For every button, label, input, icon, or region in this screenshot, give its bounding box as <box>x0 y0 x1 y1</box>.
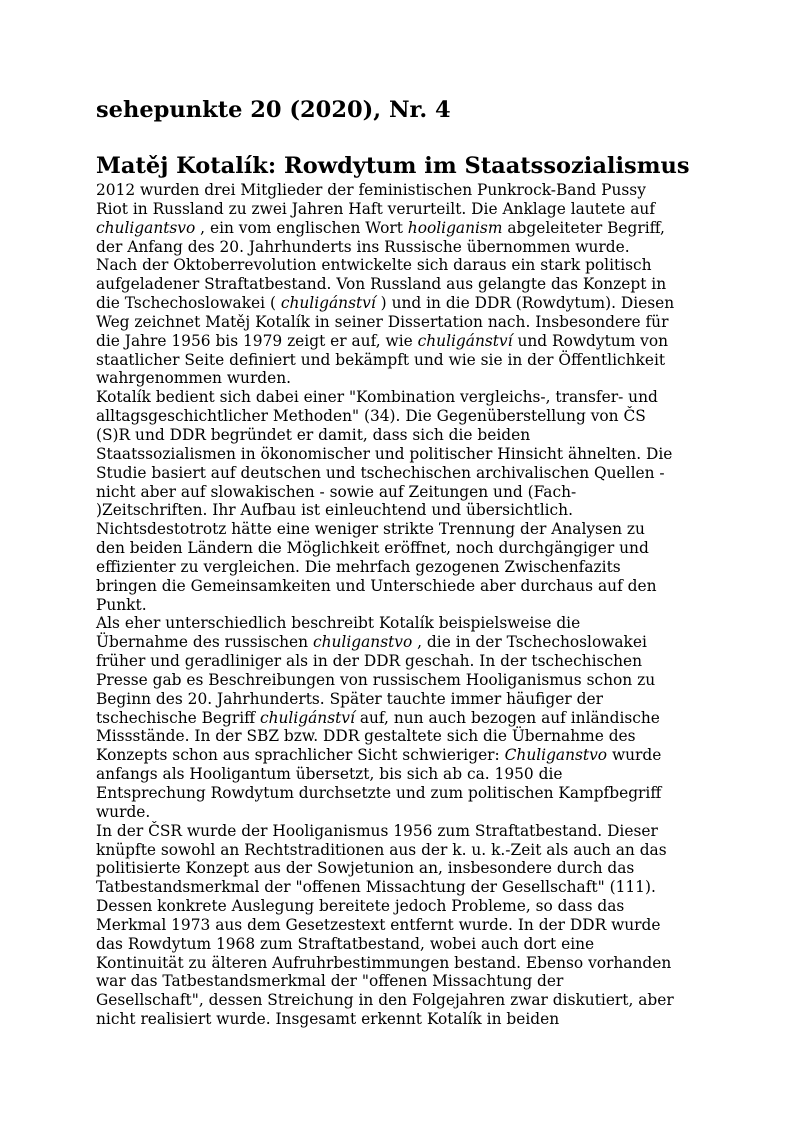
text-run: Kotalík bedient sich dabei einer "Kombination vergleichs-, transfer- und <box>96 388 658 407</box>
text-line <box>96 709 716 728</box>
text-line <box>96 746 716 765</box>
text-run: nicht realisiert wurde. Insgesamt erkennt Kotalík in beiden <box>96 1010 560 1029</box>
text-run: alltagsgeschichtlicher Methoden" (34). Die Gegenüberstellung von ČS <box>96 407 646 426</box>
text-run: Konzepts schon aus sprachlicher Sicht schwieriger: <box>96 746 505 765</box>
text-line <box>96 935 716 954</box>
text-line <box>96 388 716 407</box>
text-line <box>96 859 716 878</box>
text-line <box>96 822 716 841</box>
text-line <box>96 954 716 973</box>
text-run: wahrgenommen wurden. <box>96 369 292 388</box>
italic-term: chuligánství <box>259 708 355 727</box>
text-line <box>96 916 716 935</box>
text-run: politisierte Konzept aus der Sowjetunion an, insbesondere durch das <box>96 859 635 878</box>
text-run: bringen die Gemeinsamkeiten und Unterschiede aber durchaus auf den <box>96 576 657 595</box>
text-line <box>96 633 716 652</box>
text-run: (S)R und DDR begründet er damit, dass sich die beiden <box>96 425 531 444</box>
text-run: staatlicher Seite definiert und bekämpft und wie sie in der Öffentlichkeit <box>96 350 666 369</box>
text-run: Weg zeichnet Matěj Kotalík in seiner Dissertation nach. Insbesondere für <box>96 312 669 331</box>
italic-term: chuligánství <box>280 294 376 313</box>
text-line <box>96 690 716 709</box>
text-run: Kontinuität zu älteren Aufruhrbestimmungen bestand. Ebenso vorhanden <box>96 953 672 972</box>
text-line <box>96 1010 716 1029</box>
text-run: Missstände. In der SBZ bzw. DDR gestaltete sich die Übernahme des <box>96 727 636 746</box>
text-line <box>96 351 716 370</box>
text-run: Merkmal 1973 aus dem Gesetzestext entfernt wurde. In der DDR wurde <box>96 915 661 934</box>
text-line <box>96 483 716 502</box>
text-line <box>96 501 716 520</box>
text-run: Gesellschaft", dessen Streichung in den Folgejahren zwar diskutiert, aber <box>96 991 674 1010</box>
text-run: , ein vom englischen Wort <box>195 218 408 237</box>
text-line <box>96 219 716 238</box>
text-run: nicht aber auf slowakischen - sowie auf Zeitungen und (Fach- <box>96 482 577 501</box>
text-line <box>96 275 716 294</box>
text-run: 2012 wurden drei Mitglieder der feministischen Punkrock-Band Pussy <box>96 181 646 199</box>
text-line <box>96 313 716 332</box>
text-line <box>96 200 716 219</box>
text-run: wurde. <box>96 802 151 821</box>
document-page <box>96 96 706 1029</box>
text-line <box>96 369 716 388</box>
review-body-text <box>96 181 716 1029</box>
text-line <box>96 577 716 596</box>
text-run: )Zeitschriften. Ihr Aufbau ist einleuchtend und übersichtlich. <box>96 501 573 520</box>
italic-term: chuliganstvo <box>312 633 413 652</box>
text-run: knüpfte sowohl an Rechtstraditionen aus der k. u. k.-Zeit als auch an das <box>96 840 667 859</box>
text-run: Entsprechung Rowdytum durchsetzte und zum politischen Kampfbegriff <box>96 784 662 802</box>
text-line <box>96 256 716 275</box>
text-line <box>96 652 716 671</box>
text-line <box>96 991 716 1010</box>
text-run: wurde <box>607 746 662 765</box>
text-run: tschechische Begriff <box>96 708 260 727</box>
italic-term: chuligánství <box>417 331 513 350</box>
text-run: Dessen konkrete Auslegung bereitete jedoch Probleme, so dass das <box>96 897 625 916</box>
text-line <box>96 972 716 991</box>
text-line <box>96 445 716 464</box>
review-title: Matěj Kotalík: Rowdytum im Staatssozialismus <box>96 153 690 179</box>
text-line <box>96 181 716 200</box>
text-line <box>96 407 716 426</box>
text-run: Nichtsdestotrotz hätte eine weniger strikte Trennung der Analysen zu <box>96 520 645 539</box>
text-line <box>96 614 716 633</box>
text-run: Staatssozialismen in ökonomischer und politischer Hinsicht ähnelten. Die <box>96 444 673 463</box>
journal-issue-heading: sehepunkte 20 (2020), Nr. 4 <box>96 97 451 123</box>
text-line <box>96 332 716 351</box>
text-line <box>96 803 716 822</box>
text-line <box>96 897 716 916</box>
text-line <box>96 539 716 558</box>
text-run: Presse gab es Beschreibungen von russischem Hooliganismus schon zu <box>96 670 656 689</box>
text-line <box>96 671 716 690</box>
text-run: Nach der Oktoberrevolution entwickelte sich daraus ein stark politisch <box>96 256 652 275</box>
text-line <box>96 596 716 615</box>
text-run: der Anfang des 20. Jahrhunderts ins Russische übernommen wurde. <box>96 237 630 256</box>
text-run: Übernahme des russischen <box>96 633 313 652</box>
text-line <box>96 464 716 483</box>
text-run: und Rowdytum von <box>512 331 669 350</box>
text-line <box>96 878 716 897</box>
text-line <box>96 727 716 746</box>
text-run: anfangs als Hooligantum übersetzt, bis sich ab ca. 1950 die <box>96 765 563 784</box>
text-run: In der ČSR wurde der Hooliganismus 1956 zum Straftatbestand. Dieser <box>96 821 658 840</box>
text-run: effizienter zu vergleichen. Die mehrfach gezogenen Zwischenfazits <box>96 557 621 576</box>
text-run: Punkt. <box>96 595 147 614</box>
text-run: das Rowdytum 1968 zum Straftatbestand, wobei auch dort eine <box>96 934 595 953</box>
text-line <box>96 841 716 860</box>
text-run: früher und geradliniger als in der DDR geschah. In der tschechischen <box>96 652 643 671</box>
text-run: aufgeladener Straftatbestand. Von Russland aus gelangte das Konzept in <box>96 275 667 294</box>
text-run: war das Tatbestandsmerkmal der "offenen Missachtung der <box>96 972 564 991</box>
text-line <box>96 784 716 803</box>
text-line <box>96 426 716 445</box>
text-run: ) und in die DDR (Rowdytum). Diesen <box>375 294 675 313</box>
italic-term: hooliganism <box>407 218 503 237</box>
text-run: Beginn des 20. Jahrhunderts. Später tauchte immer häufiger der <box>96 689 603 708</box>
italic-term: Chuliganstvo <box>504 746 608 765</box>
text-run: Studie basiert auf deutschen und tschechischen archivalischen Quellen - <box>96 463 665 482</box>
text-line <box>96 520 716 539</box>
text-line <box>96 238 716 257</box>
text-run: , die in der Tschechoslowakei <box>412 633 647 652</box>
text-run: die Jahre 1956 bis 1979 zeigt er auf, wie <box>96 331 418 350</box>
text-run: auf, nun auch bezogen auf inländische <box>354 708 660 727</box>
text-run: Riot in Russland zu zwei Jahren Haft verurteilt. Die Anklage lautete auf <box>96 199 656 218</box>
text-run: abgeleiteter Begriff, <box>502 218 665 237</box>
text-line <box>96 765 716 784</box>
text-run: den beiden Ländern die Möglichkeit eröffnet, noch durchgängiger und <box>96 539 649 558</box>
text-line <box>96 294 716 313</box>
text-run: Tatbestandsmerkmal der "offenen Missachtung der Gesellschaft" (111). <box>96 878 656 897</box>
text-line <box>96 558 716 577</box>
text-run: die Tschechoslowakei ( <box>96 294 281 313</box>
text-run: Als eher unterschiedlich beschreibt Kotalík beispielsweise die <box>96 614 581 633</box>
italic-term: chuligantsvo <box>96 218 196 237</box>
